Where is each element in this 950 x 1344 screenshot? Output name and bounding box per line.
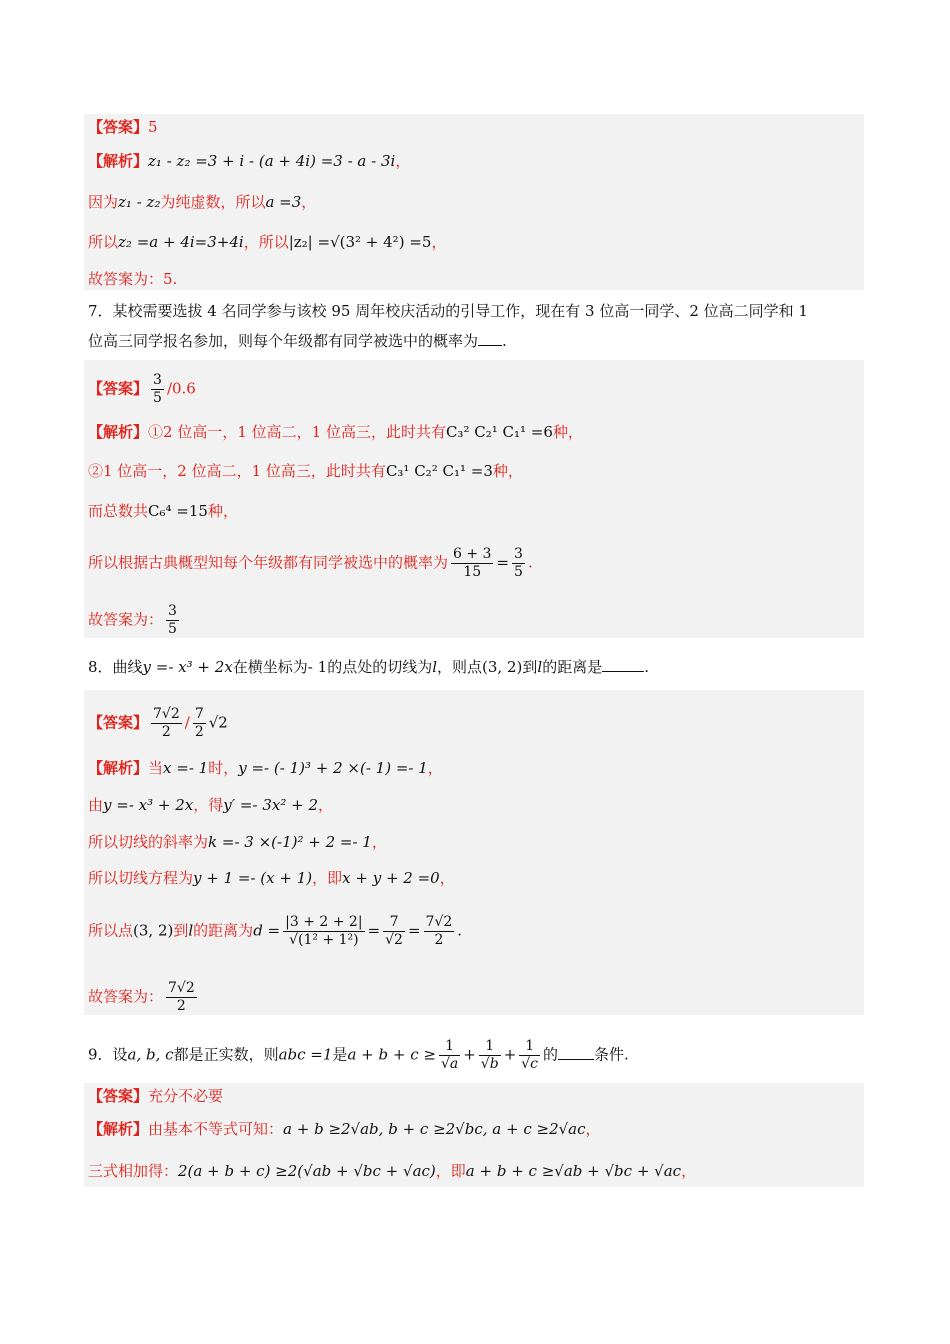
plus-sign: +	[503, 1045, 517, 1064]
fraction	[166, 980, 197, 1015]
punct: ，	[371, 833, 387, 851]
math-expression: y =- x³ + 2x	[103, 796, 194, 814]
text: 所以切线的斜率为	[88, 833, 209, 851]
equals-sign: =	[407, 921, 421, 940]
math-expression: a + b + c ≥√ab + √bc + √ac	[465, 1162, 682, 1180]
q6-analysis-line-1	[88, 150, 410, 172]
denominator: 2	[161, 724, 171, 740]
plus-sign: +	[463, 1045, 476, 1064]
text: 的点处的切线为	[327, 658, 433, 676]
fraction	[283, 914, 364, 949]
math-expression: - 1	[307, 658, 328, 676]
text: 都是正实数，则	[173, 1045, 279, 1064]
q8-analysis-line-4	[88, 867, 455, 889]
answer-tag: 【答案】	[88, 713, 149, 732]
numerator: 7	[194, 706, 204, 722]
math-expression: abc =1	[278, 1045, 333, 1064]
math-expression: C₃¹ C₂² C₁¹ =3	[385, 462, 493, 480]
text: 位高三同学报名参加，则每个年级都有同学被选中的概率为	[88, 332, 479, 350]
punct: ，	[395, 152, 411, 170]
math-expression: a + b ≥2√ab, b + c ≥2√bc, a + c ≥2√ac	[283, 1120, 586, 1138]
math-expression: k =- 3 ×(-1)² + 2 =- 1	[208, 833, 372, 851]
math-expression: (3, 2)	[133, 921, 174, 940]
answer-tag: 【答案】	[88, 118, 149, 136]
numerator: 3	[153, 372, 162, 388]
fraction	[424, 914, 455, 949]
punct: ，	[301, 193, 317, 211]
answer-tag: 【答案】	[88, 1087, 149, 1105]
math-expression: z₁ - z₂ =3 + i - (a + 4i) =3 - a - 3i	[148, 152, 396, 170]
q7-stem-line-1: 7．某校需要选拔 4 名同学参与该校 95 周年校庆活动的引导工作，现在有 3 位高一同学、2 位高二同学和 1	[88, 302, 808, 320]
text: 在横坐标为	[232, 658, 308, 676]
text: 故答案为：	[88, 987, 164, 1006]
punct: ，	[431, 233, 447, 251]
text: 是	[332, 1045, 348, 1064]
q6-answer-line	[88, 116, 158, 138]
fraction	[479, 1038, 501, 1073]
math-expression: a, b, c	[127, 1045, 174, 1064]
denominator: 2	[176, 998, 186, 1014]
answer-value: 5	[148, 118, 158, 136]
q7-analysis-line-4	[88, 546, 533, 581]
q6-analysis-line-3	[88, 231, 446, 253]
math-expression: y + 1 =- (x + 1)	[193, 869, 313, 887]
math-expression: d =	[253, 921, 281, 940]
text: 由	[88, 796, 104, 814]
text: 8．曲线	[88, 658, 143, 676]
math-expression: a =3	[265, 193, 302, 211]
analysis-tag: 【解析】	[88, 152, 149, 170]
q7-analysis-line-3	[88, 500, 238, 522]
denominator: 2	[194, 724, 204, 740]
text: 因为	[88, 193, 119, 211]
answer-tag: 【答案】	[88, 379, 149, 398]
text: 条件.	[594, 1045, 629, 1064]
numerator: 7	[383, 914, 405, 932]
math-expression: x =- 1	[163, 759, 209, 777]
numerator: 1	[519, 1038, 540, 1056]
q7-stem-line-2	[88, 330, 507, 352]
denominator: √c	[521, 1056, 539, 1072]
equals-sign: =	[367, 921, 381, 940]
math-expression: √2	[208, 713, 228, 732]
numerator: 3	[168, 603, 177, 619]
text: ，则点	[437, 658, 483, 676]
text: 时，	[208, 759, 239, 777]
punct: ，	[427, 759, 443, 777]
analysis-tag: 【解析】	[88, 759, 149, 777]
separator: /	[184, 713, 190, 732]
q8-answer-line	[88, 706, 228, 741]
denominator: 5	[168, 621, 177, 637]
analysis-tag: 【解析】	[88, 1120, 149, 1138]
numerator: 7√2	[425, 914, 453, 930]
q7-answer-line	[88, 372, 196, 407]
punct: ，	[681, 1162, 697, 1180]
analysis-tag: 【解析】	[88, 423, 149, 441]
fraction	[383, 914, 405, 949]
text: 为纯虚数，所以	[160, 193, 266, 211]
q7-analysis-line-2	[88, 460, 523, 482]
math-expression: y′ =- 3x² + 2	[223, 796, 318, 814]
math-expression: l	[188, 921, 194, 940]
q8-stem	[88, 656, 649, 678]
q6-analysis-line-2	[88, 191, 316, 213]
punct: ，	[439, 869, 455, 887]
fraction	[166, 603, 179, 638]
punct: .	[644, 658, 649, 676]
text: 当	[148, 759, 164, 777]
text: 的距离是	[542, 658, 603, 676]
math-expression: 2(a + b + c) ≥2(√ab + √bc + √ac)	[178, 1162, 436, 1180]
q7-solution-box	[84, 360, 864, 638]
math-expression: C₆⁴ =15	[148, 502, 208, 520]
text: ，所以	[243, 233, 289, 251]
answer-value: 充分不必要	[148, 1087, 224, 1105]
math-expression: y =- x³ + 2x	[142, 658, 233, 676]
numerator: 7√2	[153, 706, 180, 722]
q9-stem	[88, 1038, 629, 1073]
punct: .	[502, 332, 507, 350]
answer-blank	[602, 657, 644, 672]
text: 由基本不等式可知：	[148, 1120, 284, 1138]
math-expression: l	[537, 658, 543, 676]
text: 种，	[207, 502, 238, 520]
denominator: 5	[514, 564, 523, 580]
fraction	[519, 1038, 540, 1073]
text: ②1 位高一，2 位高二，1 位高三，此时共有	[88, 462, 386, 480]
denominator: 15	[463, 564, 482, 580]
math-expression: x + y + 2 =0	[342, 869, 440, 887]
text: 到	[522, 658, 538, 676]
text: 到	[173, 921, 189, 940]
text: 的	[543, 1045, 559, 1064]
denominator: √b	[480, 1056, 499, 1072]
answer-blank	[478, 331, 502, 346]
q9-analysis-line-1	[88, 1118, 601, 1140]
math-expression: a + b + c ≥	[347, 1045, 436, 1064]
math-expression: C₃² C₂¹ C₁¹ =6	[445, 423, 553, 441]
numerator: 7√2	[168, 980, 195, 996]
q9-answer-line	[88, 1085, 223, 1107]
punct: .	[457, 921, 463, 940]
q8-analysis-line-3	[88, 831, 387, 853]
q8-analysis-line-1	[88, 757, 443, 779]
equals-sign: =	[496, 553, 510, 572]
q8-analysis-line-2	[88, 794, 333, 816]
text: 种，	[552, 423, 583, 441]
math-expression: y =- (- 1)³ + 2 ×(- 1) =- 1	[238, 759, 428, 777]
punct: ，	[317, 796, 333, 814]
text: 的距离为	[193, 921, 254, 940]
text: 三式相加得：	[88, 1162, 179, 1180]
numerator: |3 + 2 + 2|	[285, 914, 363, 930]
text: 而总数共	[88, 502, 149, 520]
q7-analysis-line-1	[88, 421, 583, 443]
text: 故答案为：	[88, 610, 164, 629]
numerator: 3	[514, 546, 523, 562]
q8-conclusion	[88, 980, 200, 1015]
math-expression: l	[432, 658, 438, 676]
punct: .	[527, 553, 533, 572]
math-expression: |z₂| =√(3² + 4²) =5	[288, 233, 432, 251]
math-expression: (3, 2)	[482, 658, 523, 676]
numerator: 6 + 3	[453, 546, 492, 562]
answer-fraction-alt	[193, 706, 206, 741]
fraction	[512, 546, 525, 581]
text: 所以切线方程为	[88, 869, 194, 887]
text: ，即	[312, 869, 343, 887]
q8-analysis-line-5	[88, 914, 462, 949]
denominator: √2	[385, 932, 403, 948]
numerator: 1	[479, 1038, 501, 1056]
answer-alt: /0.6	[166, 379, 196, 398]
text: 种，	[492, 462, 523, 480]
fraction	[439, 1038, 460, 1073]
answer-fraction	[151, 706, 182, 741]
punct: ，	[585, 1120, 601, 1138]
text: ①2 位高一，1 位高二，1 位高三，此时共有	[148, 423, 446, 441]
q7-conclusion	[88, 603, 182, 638]
q9-analysis-line-2	[88, 1160, 696, 1182]
denominator: √a	[440, 1056, 459, 1072]
text: ，得	[193, 796, 224, 814]
text: 所以	[88, 233, 119, 251]
answer-blank	[558, 1045, 594, 1060]
text: 9．设	[88, 1045, 128, 1064]
numerator: 1	[439, 1038, 460, 1056]
text: ，即	[435, 1162, 466, 1180]
denominator: 5	[153, 390, 162, 406]
answer-fraction	[151, 372, 164, 407]
math-expression: z₂ =a + 4i=3+4i	[118, 233, 244, 251]
fraction	[451, 546, 493, 581]
denominator: √(1² + 1²)	[289, 932, 359, 948]
math-expression: z₁ - z₂	[118, 193, 161, 211]
text: 所以点	[88, 921, 134, 940]
text: 所以根据古典概型知每个年级都有同学被选中的概率为	[88, 553, 449, 572]
q6-conclusion: 故答案为：5.	[88, 270, 178, 288]
denominator: 2	[434, 932, 444, 948]
